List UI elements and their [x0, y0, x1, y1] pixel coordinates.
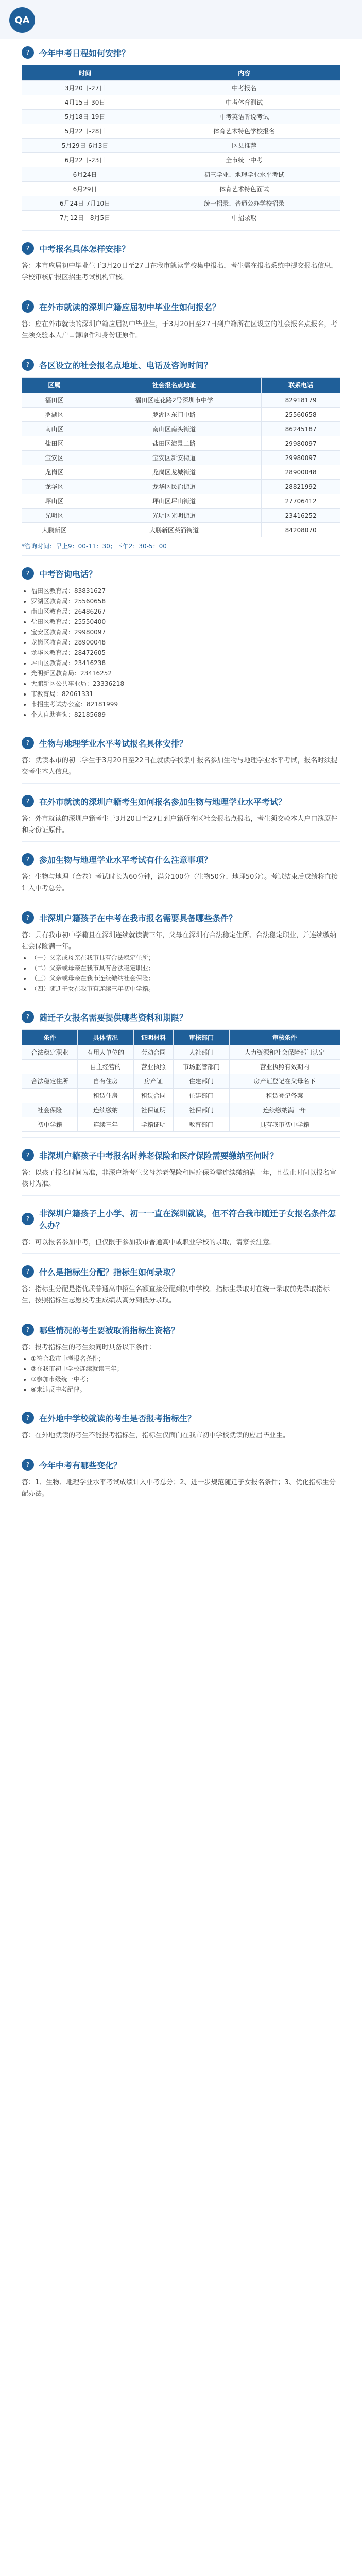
- table-cell: 宝安区: [22, 451, 87, 465]
- answer-text: 答：报考指标生的考生须同时具备以下条件：: [22, 1344, 156, 1351]
- table-cell: 龙岗区: [22, 465, 87, 480]
- table-cell: 光明区: [22, 509, 87, 523]
- answer-text: 答：1、生物、地理学业水平考试成绩计入中考总分；2、进一步规范随迁子女报名条件；3、优化指标生分配办法。: [22, 1479, 336, 1498]
- question-header: [22, 46, 340, 59]
- table-cell: 坪山区: [22, 494, 87, 509]
- faq-section: [0, 730, 362, 788]
- table-row: [22, 81, 340, 95]
- question-icon: ?: [22, 853, 34, 866]
- table-row: [22, 494, 340, 509]
- table-cell: 自主经营的: [78, 1060, 133, 1074]
- table-row: [22, 393, 340, 408]
- table-cell: 福田区: [22, 393, 87, 408]
- list-item: • 龙华区教育局：28472605: [31, 648, 340, 658]
- table-row: [22, 1074, 340, 1089]
- divider: [22, 555, 340, 556]
- list-item: • （一）父亲或母亲在我市具有合法稳定住所；: [31, 953, 340, 963]
- note-text: *咨询时间：早上9：00-11：30；下午2：30-5：00: [22, 543, 167, 550]
- table-cell: 光明区光明街道: [87, 509, 261, 523]
- table-cell: 连续缴纳: [78, 1103, 133, 1117]
- faq-section: [0, 293, 362, 351]
- table-cell: 住建部门: [174, 1074, 229, 1089]
- divider: [22, 841, 340, 842]
- question-header: [22, 1011, 340, 1023]
- question-header: [22, 300, 340, 313]
- table-cell: 6月24日-7月10日: [22, 196, 148, 211]
- table-cell: 中考体育测试: [148, 95, 340, 110]
- divider: [22, 230, 340, 231]
- question-header: [22, 1265, 340, 1278]
- question-header: [22, 795, 340, 807]
- table-cell: 住建部门: [174, 1089, 229, 1103]
- table-cell: 人社部门: [174, 1045, 229, 1060]
- table-cell: 盐田区: [22, 436, 87, 451]
- list-item: • （三）父亲或母亲在我市连续缴纳社会保险；: [31, 973, 340, 984]
- table-header-cell: 证明材料: [133, 1030, 174, 1045]
- question-title: 参加生物与地理学业水平考试有什么注意事项？: [39, 855, 213, 865]
- table-cell: 6月29日: [22, 182, 148, 196]
- table-cell: [22, 1089, 78, 1103]
- list-item: • 市教育局：82061331: [31, 689, 340, 699]
- info-table: [22, 377, 340, 537]
- faq-section: [0, 235, 362, 293]
- faq-section: [0, 1451, 362, 1510]
- table-cell: 南山区南头街道: [87, 422, 261, 436]
- table-cell: 盐田区海景二路: [87, 436, 261, 451]
- question-icon: ?: [22, 567, 34, 580]
- table-cell: 合法稳定住所: [22, 1074, 78, 1089]
- question-icon: ?: [22, 795, 34, 807]
- header-bar: [0, 0, 362, 39]
- question-title: 非深圳户籍孩子在中考在我市报名需要具备哪些条件？: [39, 913, 237, 923]
- divider: [22, 1137, 340, 1138]
- question-header: [22, 359, 340, 371]
- table-cell: 中招录取: [148, 211, 340, 225]
- table-cell: 6月24日: [22, 167, 148, 182]
- table-cell: 大鹏新区葵涌街道: [87, 523, 261, 537]
- question-icon: ?: [22, 242, 34, 255]
- table-row: [22, 509, 340, 523]
- table-row: [22, 182, 340, 196]
- table-cell: 营业执照: [133, 1060, 174, 1074]
- table-cell: 25560658: [262, 408, 340, 422]
- list-item: • ②在我市初中学校连续就读三年；: [31, 1364, 340, 1374]
- table-cell: 中考报名: [148, 81, 340, 95]
- question-title: 随迁子女报名需要提供哪些资料和期限？: [39, 1012, 188, 1023]
- list-item: • 宝安区教育局：29980097: [31, 627, 340, 637]
- question-title: 各区设立的社会报名点地址、电话及咨询时间？: [39, 360, 213, 370]
- question-header: [22, 567, 340, 580]
- table-row: [22, 124, 340, 139]
- faq-section: [0, 39, 362, 235]
- table-cell: 23416252: [262, 509, 340, 523]
- table-header-cell: 条件: [22, 1030, 78, 1045]
- table-cell: 29980097: [262, 436, 340, 451]
- table-cell: 社保部门: [174, 1103, 229, 1117]
- table-cell: 龙岗区龙城街道: [87, 465, 261, 480]
- question-title: 在外市就读的深圳户籍考生如何报名参加生物与地理学业水平考试？: [39, 796, 287, 807]
- list-item: • 龙岗区教育局：28900048: [31, 637, 340, 648]
- faq-section: [0, 1258, 362, 1316]
- divider: [22, 783, 340, 784]
- question-title: 在外地中学校就读的考生是否报考指标生？: [39, 1413, 196, 1423]
- table-cell: [22, 1060, 78, 1074]
- table-cell: 租赁住房: [78, 1089, 133, 1103]
- faq-section: [0, 788, 362, 846]
- table-cell: 84208070: [262, 523, 340, 537]
- table-header-cell: 时间: [22, 65, 148, 81]
- table-cell: 82918179: [262, 393, 340, 408]
- question-icon: ?: [22, 1459, 34, 1471]
- table-cell: 初三学业、地理学业水平考试: [148, 167, 340, 182]
- table-cell: 租赁合同: [133, 1089, 174, 1103]
- table-row: [22, 139, 340, 153]
- table-cell: 28900048: [262, 465, 340, 480]
- question-header: [22, 1459, 340, 1471]
- question-title: 在外市就读的深圳户籍应届初中毕业生如何报名？: [39, 302, 221, 312]
- table-row: [22, 422, 340, 436]
- list-item: • ③参加市级统一中考；: [31, 1374, 340, 1384]
- table-cell: 罗湖区东门中路: [87, 408, 261, 422]
- table-cell: 宝安区新安街道: [87, 451, 261, 465]
- divider: [22, 1253, 340, 1254]
- question-header: [22, 737, 340, 749]
- list-item: • ④未违反中考纪律。: [31, 1384, 340, 1395]
- table-cell: 连续缴纳满一年: [229, 1103, 340, 1117]
- list-item: • （四）随迁子女在我市有连续三年初中学籍。: [31, 984, 340, 994]
- list-item: • 盐田区教育局：25550400: [31, 617, 340, 627]
- table-cell: 龙华区民治街道: [87, 480, 261, 494]
- list-item: • 光明新区教育局：23416252: [31, 668, 340, 679]
- table-cell: 29980097: [262, 451, 340, 465]
- answer-text: 答：以孩子报名时间为准，非深户籍考生父母养老保险和医疗保险需连续缴纳满一年，且截止时间以报名审核时为准。: [22, 1169, 337, 1188]
- table-cell: 龙华区: [22, 480, 87, 494]
- question-title: 今年中考日程如何安排？: [39, 48, 130, 58]
- table-cell: 营业执照有效期内: [229, 1060, 340, 1074]
- table-cell: 体育艺术特色学校报名: [148, 124, 340, 139]
- table-cell: 租赁登记备案: [229, 1089, 340, 1103]
- table-header-cell: 内容: [148, 65, 340, 81]
- question-icon: ?: [22, 1149, 34, 1161]
- answer-list: [22, 586, 340, 720]
- answer-list: [22, 1353, 340, 1395]
- table-row: [22, 465, 340, 480]
- question-icon: ?: [22, 46, 34, 59]
- divider: [22, 1195, 340, 1196]
- table-row: [22, 196, 340, 211]
- answer-text: 答：就读本市的初二学生于3月20日至22日在就读学校集中报名参加生物与地理学业水平考试，报名时须提交考生本人信息。: [22, 757, 338, 776]
- table-cell: 南山区: [22, 422, 87, 436]
- table-cell: 社保证明: [133, 1103, 174, 1117]
- question-title: 中考咨询电话？: [39, 569, 97, 579]
- faq-section: [0, 846, 362, 904]
- answer-text: 答：在外地就读的考生不能报考指标生，指标生仅面向在我市初中学校就读的应届毕业生。: [22, 1432, 290, 1439]
- table-row: [22, 436, 340, 451]
- table-cell: 4月15日-30日: [22, 95, 148, 110]
- table-row: [22, 451, 340, 465]
- table-cell: 6月22日-23日: [22, 153, 148, 167]
- table-row: [22, 153, 340, 167]
- table-cell: 房产证: [133, 1074, 174, 1089]
- table-cell: 7月12日—8月5日: [22, 211, 148, 225]
- table-cell: 社会保险: [22, 1103, 78, 1117]
- list-item: • 坪山区教育局：23416238: [31, 658, 340, 668]
- table-cell: 86245187: [262, 422, 340, 436]
- answer-list: [22, 953, 340, 994]
- table-cell: 人力资源和社会保障部门认定: [229, 1045, 340, 1060]
- question-icon: ?: [22, 1265, 34, 1278]
- table-row: [22, 408, 340, 422]
- answer-text: 答：指标生分配是指优质普通高中招生名额直接分配到初中学校。指标生录取时在统一录取前先录取指标生，按照指标生志愿及考生成绩从高分到低分录取。: [22, 1285, 330, 1304]
- table-header-cell: 具体情况: [78, 1030, 133, 1045]
- table-cell: 连续三年: [78, 1117, 133, 1132]
- table-cell: 27706412: [262, 494, 340, 509]
- question-title: 中考报名具体怎样安排？: [39, 244, 130, 254]
- list-item: • （二）父亲或母亲在我市具有合法稳定职业；: [31, 963, 340, 973]
- list-item: • 大鹏新区公共事业局：23336218: [31, 679, 340, 689]
- table-cell: 初中学籍: [22, 1117, 78, 1132]
- question-header: [22, 1207, 340, 1231]
- question-title: 生物与地理学业水平考试报名具体安排？: [39, 738, 188, 749]
- question-header: [22, 1149, 340, 1161]
- answer-text: 答：本市应届初中毕业生于3月20日至27日在我市就读学校集中报名，考生需在报名系统中提交报名信息，学校审核后报区招生考试机构审核。: [22, 262, 338, 281]
- table-cell: 3月20日-27日: [22, 81, 148, 95]
- question-title: 今年中考有哪些变化？: [39, 1460, 122, 1470]
- faq-section: [0, 1200, 362, 1258]
- table-cell: 28821992: [262, 480, 340, 494]
- table-cell: 劳动合同: [133, 1045, 174, 1060]
- table-cell: 体育艺术特色面试: [148, 182, 340, 196]
- answer-text: 答：外市就读的深圳户籍考生于3月20日至27日到户籍所在区社会报名点报名，考生须交验本人户口簿原件和身份证原件。: [22, 815, 338, 834]
- table-cell: 具有我市初中学籍: [229, 1117, 340, 1132]
- table-header-cell: 审核条件: [229, 1030, 340, 1045]
- list-item: • 罗湖区教育局：25560658: [31, 596, 340, 606]
- table-cell: 5月29日-6月3日: [22, 139, 148, 153]
- list-item: • 个人自助查询：82185689: [31, 709, 340, 720]
- question-icon: ?: [22, 1011, 34, 1023]
- table-row: [22, 1117, 340, 1132]
- table-header-cell: 社会报名点地址: [87, 378, 261, 393]
- question-title: 哪些情况的考生要被取消指标生资格？: [39, 1325, 180, 1335]
- question-icon: ?: [22, 359, 34, 371]
- table-cell: 有用人单位的: [78, 1045, 133, 1060]
- question-icon: ?: [22, 300, 34, 313]
- table-row: [22, 523, 340, 537]
- question-icon: ?: [22, 1412, 34, 1424]
- list-item: • ①符合我市中考报名条件；: [31, 1353, 340, 1364]
- question-title: 非深圳户籍孩子上小学、初一一直在深圳就读，但不符合我市随迁子女报名条件怎么办？: [39, 1209, 336, 1230]
- table-cell: 教育部门: [174, 1117, 229, 1132]
- table-row: [22, 167, 340, 182]
- question-header: [22, 853, 340, 866]
- list-item: • 南山区教育局：26486267: [31, 606, 340, 617]
- answer-text: 答：生物与地理（合卷）考试时长为60分钟，满分100分（生物50分、地理50分）。考试结束后成绩将直接计入中考总分。: [22, 873, 338, 892]
- answer-text: 答：可以报名参加中考，但仅限于参加我市普通高中或职业学校的录取，请家长注意。: [22, 1239, 277, 1246]
- table-header-cell: 联系电话: [262, 378, 340, 393]
- table-cell: 罗湖区: [22, 408, 87, 422]
- table-cell: 房产证登记在父母名下: [229, 1074, 340, 1089]
- table-cell: 大鹏新区: [22, 523, 87, 537]
- question-header: [22, 911, 340, 924]
- table-cell: 统一招录、普通公办学校招录: [148, 196, 340, 211]
- info-table: [22, 65, 340, 225]
- table-row: [22, 1060, 340, 1074]
- faq-section: [0, 1404, 362, 1451]
- faq-section: [0, 904, 362, 1004]
- table-cell: 5月22日-28日: [22, 124, 148, 139]
- qa-logo: QA: [9, 7, 35, 33]
- table-cell: 区县推荐: [148, 139, 340, 153]
- table-cell: 学籍证明: [133, 1117, 174, 1132]
- table-row: [22, 1089, 340, 1103]
- question-header: [22, 1412, 340, 1424]
- table-row: [22, 480, 340, 494]
- question-header: [22, 1324, 340, 1336]
- question-title: 什么是指标生分配？指标生如何录取？: [39, 1267, 180, 1277]
- question-icon: ?: [22, 1213, 34, 1225]
- faq-section: [0, 560, 362, 730]
- list-item: • 福田区教育局：83831627: [31, 586, 340, 596]
- table-cell: 市场监管部门: [174, 1060, 229, 1074]
- table-cell: 自有住房: [78, 1074, 133, 1089]
- table-cell: 福田区莲花路2号深圳市中学: [87, 393, 261, 408]
- table-row: [22, 95, 340, 110]
- table-cell: 全市统一中考: [148, 153, 340, 167]
- table-row: [22, 1103, 340, 1117]
- table-cell: 坪山区坪山街道: [87, 494, 261, 509]
- table-cell: 中考英语听说考试: [148, 110, 340, 124]
- table-row: [22, 110, 340, 124]
- table-header-cell: 审核部门: [174, 1030, 229, 1045]
- faq-section: [0, 1316, 362, 1404]
- table-cell: 合法稳定职业: [22, 1045, 78, 1060]
- faq-content: [0, 39, 362, 1510]
- table-header-cell: 区属: [22, 378, 87, 393]
- faq-section: [0, 1142, 362, 1200]
- question-title: 非深圳户籍孩子中考报名时养老保险和医疗保险需要缴纳至何时？: [39, 1150, 279, 1161]
- question-icon: ?: [22, 737, 34, 749]
- table-row: [22, 211, 340, 225]
- list-item: • 市招生考试办公室：82181999: [31, 699, 340, 709]
- answer-text: 答：具有我市初中学籍且在深圳连续就读满三年，父母在深圳有合法稳定住所、合法稳定职业，并连续缴纳社会保险满一年。: [22, 931, 337, 951]
- info-table: [22, 1029, 340, 1132]
- answer-text: 答：应在外市就读的深圳户籍应届初中毕业生，于3月20日至27日到户籍所在区设立的社会报名点报名，考生须交验本人户口簿原件和身份证原件。: [22, 320, 338, 340]
- question-icon: ?: [22, 911, 34, 924]
- table-row: [22, 1045, 340, 1060]
- question-icon: ?: [22, 1324, 34, 1336]
- question-header: [22, 242, 340, 255]
- faq-section: [0, 1004, 362, 1142]
- table-cell: 5月18日-19日: [22, 110, 148, 124]
- faq-section: [0, 351, 362, 560]
